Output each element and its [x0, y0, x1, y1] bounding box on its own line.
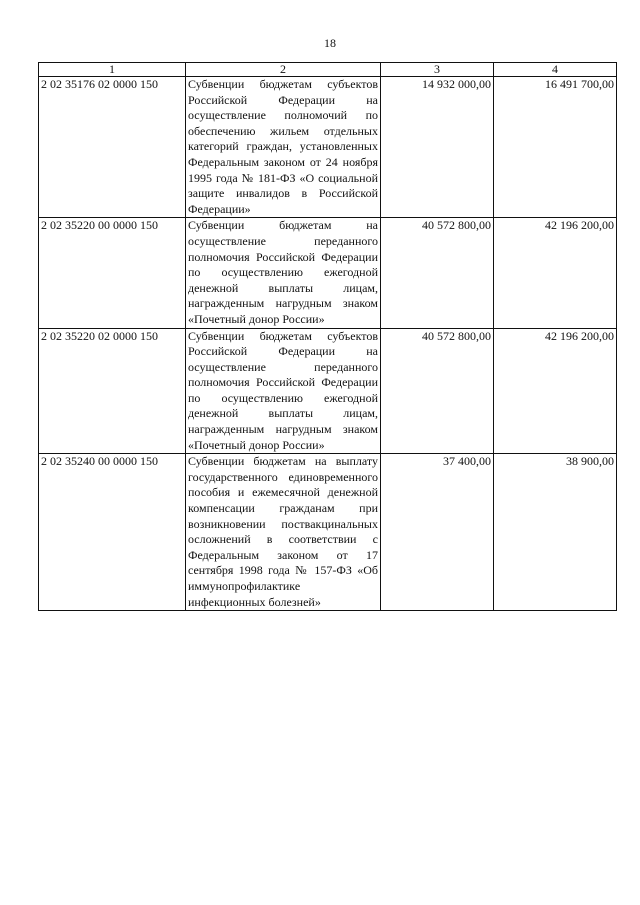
revenue-name: Субвенции бюджетам субъектов Российской Федерации на осуществление полномочий по обеспечению жильем отдельных категорий граждан, установленных Федеральным законом от 24 ноября 1995 года № 181-ФЗ «О социальной защите инвалидов в Российской Федерации» [186, 77, 381, 218]
page-number: 18 [324, 36, 336, 50]
column-header-4: 4 [494, 63, 617, 77]
revenue-name: Субвенции бюджетам на выплату государственного единовременного пособия и ежемесячной денежной компенсации гражданам при возникновении поствакцинальных осложнений в соответствии с Федеральным законом от 17 сентября 1998 года № 157-ФЗ «Об иммунопрофилактике инфекционных болезней» [186, 454, 381, 611]
table-row [39, 218, 617, 328]
table-header-row [39, 63, 617, 77]
amount-column-4: 42 196 200,00 [494, 328, 617, 454]
column-header-2: 2 [186, 63, 381, 77]
revenue-name: Субвенции бюджетам на осуществление переданного полномочия Российской Федерации по осуществлению ежегодной денежной выплаты лицам, награжденным нагрудным знаком «Почетный донор России» [186, 218, 381, 328]
table-row [39, 454, 617, 611]
amount-column-3: 40 572 800,00 [381, 328, 494, 454]
column-header-1: 1 [39, 63, 186, 77]
budget-code: 2 02 35176 02 0000 150 [39, 77, 186, 218]
table-row [39, 328, 617, 454]
amount-column-3: 40 572 800,00 [381, 218, 494, 328]
budget-table [38, 62, 617, 611]
amount-column-4: 16 491 700,00 [494, 77, 617, 218]
amount-column-4: 42 196 200,00 [494, 218, 617, 328]
amount-column-3: 14 932 000,00 [381, 77, 494, 218]
column-header-3: 3 [381, 63, 494, 77]
amount-column-3: 37 400,00 [381, 454, 494, 611]
revenue-name: Субвенции бюджетам субъектов Российской Федерации на осуществление переданного полномочия Российской Федерации по осуществлению ежегодной денежной выплаты лицам, награжденным нагрудным знаком «Почетный донор России» [186, 328, 381, 454]
amount-column-4: 38 900,00 [494, 454, 617, 611]
budget-code: 2 02 35220 02 0000 150 [39, 328, 186, 454]
table-row [39, 77, 617, 218]
budget-code: 2 02 35240 00 0000 150 [39, 454, 186, 611]
budget-code: 2 02 35220 00 0000 150 [39, 218, 186, 328]
